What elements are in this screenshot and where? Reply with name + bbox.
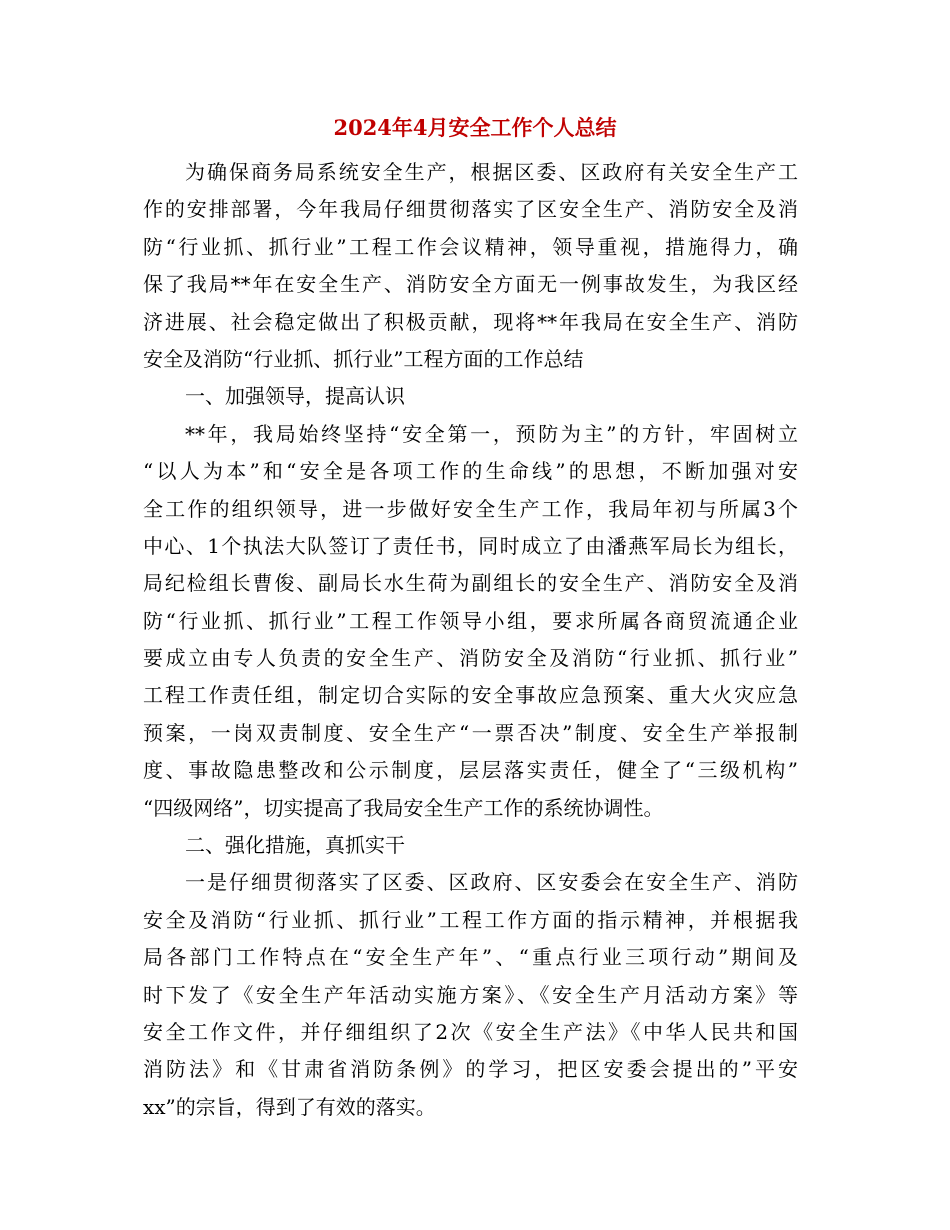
text-line: 度、事故隐患整改和公示制度，层层落实责任，健全了“三级机构” [143,758,798,783]
document-body [143,154,798,1126]
text-line: “以人为本”和“安全是各项工作的生命线”的思想，不断加强对安 [143,459,798,484]
text-line: xx”的宗旨，得到了有效的落实。 [143,1094,436,1119]
text-line: 局纪检组长曹俊、副局长水生荷为副组长的安全生产、消防安全及消 [143,571,798,596]
text-line: 时下发了《安全生产年活动实施方案》、《安全生产月活动方案》等 [143,982,798,1007]
text-line: 防“行业抓、抓行业”工程工作领导小组，要求所属各商贸流通企业 [143,608,798,633]
text-line: 中心、1个执法大队签订了责任书，同时成立了由潘燕军局长为组长， [143,533,798,558]
text-line: 全工作的组织领导，进一步做好安全生产工作，我局年初与所属3个 [143,496,798,521]
text-line: 安全工作文件，并仔细组织了2次《安全生产法》《中华人民共和国 [143,1019,798,1044]
text-line: **年，我局始终坚持“安全第一，预防为主”的方针，牢固树立 [185,421,798,446]
text-line: 工程工作责任组，制定切合实际的安全事故应急预案、重大火灾应急 [143,683,798,708]
text-line: 作的安排部署，今年我局仔细贯彻落实了区安全生产、消防安全及消 [143,197,798,222]
text-line: 济进展、社会稳定做出了积极贡献，现将**年我局在安全生产、消防 [143,309,798,334]
text-line: 保了我局**年在安全生产、消防安全方面无一例事故发生，为我区经 [143,272,798,297]
section-heading: 二、强化措施，真抓实干 [185,833,405,858]
text-line: 一是仔细贯彻落实了区委、区政府、区安委会在安全生产、消防 [185,870,798,895]
text-line: 安全及消防“行业抓、抓行业”工程方面的工作总结 [143,346,584,371]
text-line: 局各部门工作特点在“安全生产年”、“重点行业三项行动”期间及 [143,945,798,970]
section-heading: 一、加强领导，提高认识 [185,384,405,409]
text-line: 消防法》和《甘肃省消防条例》的学习，把区安委会提出的”平安 [143,1057,798,1082]
text-line: 安全及消防“行业抓、抓行业”工程工作方面的指示精神，并根据我 [143,907,798,932]
text-line: 为确保商务局系统安全生产，根据区委、区政府有关安全生产工 [185,160,798,184]
document-title: 2024年4月安全工作个人总结 [333,115,617,140]
text-line: 预案，一岗双责制度、安全生产“一票否决”制度、安全生产举报制 [143,720,798,745]
text-line: “四级网络”，切实提高了我局安全生产工作的系统协调性。 [143,795,664,820]
text-line: 防“行业抓、抓行业”工程工作会议精神，领导重视，措施得力，确 [143,234,798,259]
text-line: 要成立由专人负责的安全生产、消防安全及消防“行业抓、抓行业” [143,646,798,671]
